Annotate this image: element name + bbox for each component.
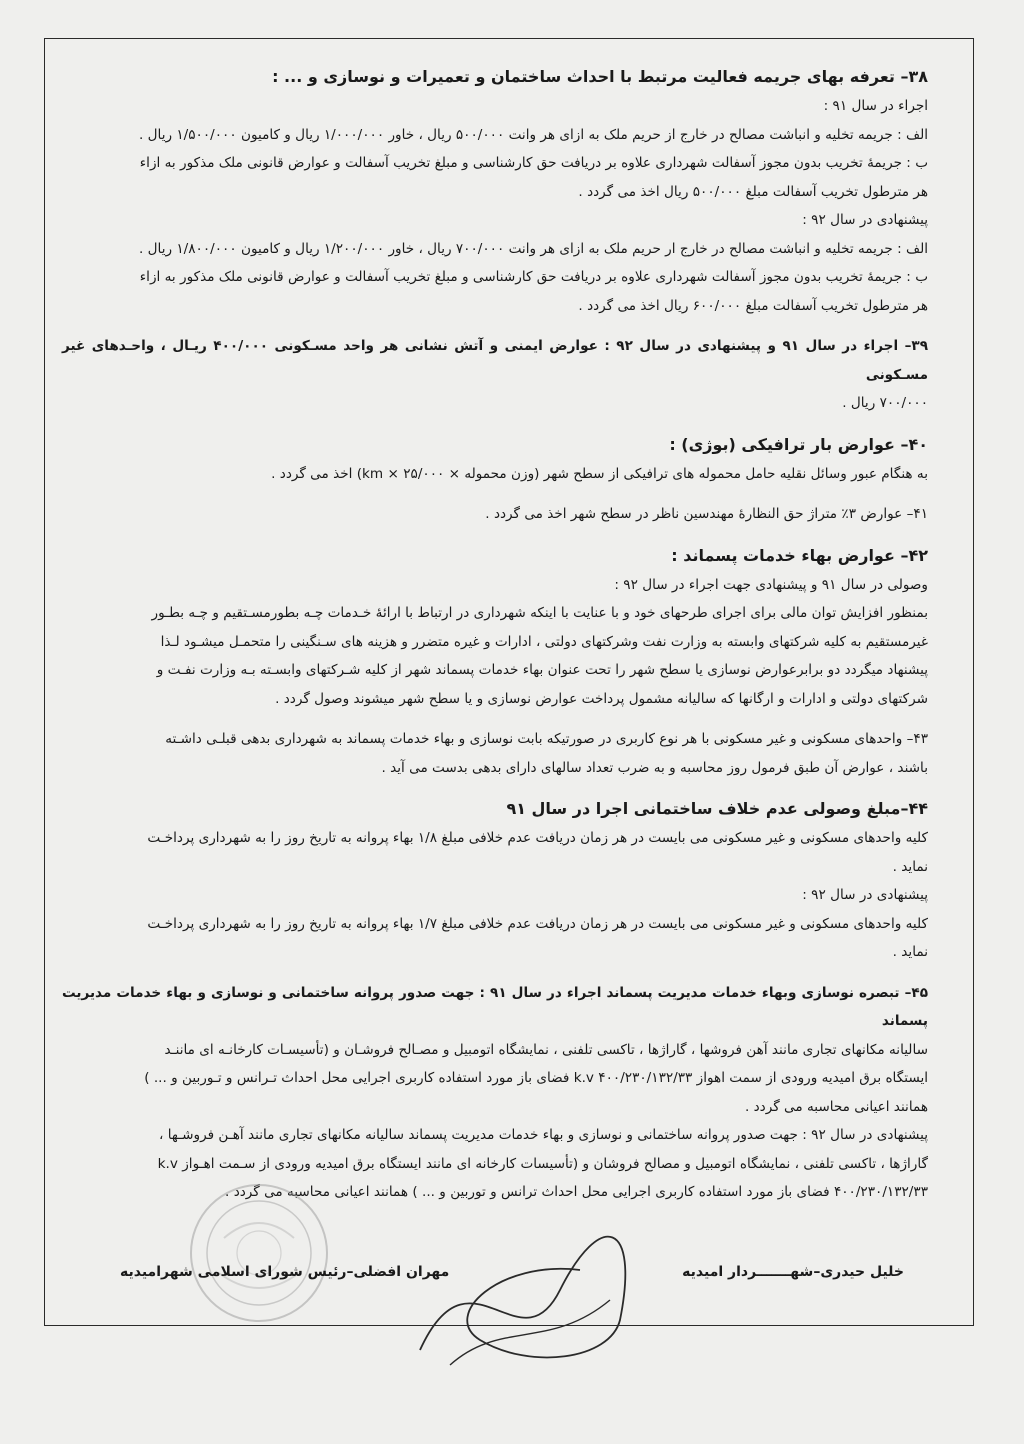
mayor-signature-label: خلیل حیدری–شهـــــــردار امیدیه bbox=[682, 1264, 904, 1280]
section-40 bbox=[62, 430, 928, 489]
section-39-line: ۳۹– اجراء در سال ۹۱ و پیشنهادی در سال ۹۲ : عوارض ایمنی و آتش نشانی هر واحد مسـکونی ۴۰۰/۰۰۰ ریـال ، واحـدهای غیر مسـکونی bbox=[62, 338, 929, 383]
document-body bbox=[62, 62, 928, 1207]
paragraph-line: اجراء در سال ۹۱ : bbox=[823, 98, 928, 114]
section-42 bbox=[62, 541, 928, 714]
council-head-signature-label: مهران افضلی–رئیس شورای اسلامی شهرامیدیه bbox=[120, 1264, 450, 1280]
paragraph-line: ۷۰۰/۰۰۰ ریال . bbox=[842, 395, 928, 411]
paragraph-line: بمنظور افزایش توان مالی برای اجرای طرحهای خود و با عنایت با اینکه شهرداری در ارتباط با ارائۀ خـدمات چـه بطورمسـتقیم و چـه بطـور bbox=[151, 605, 928, 621]
paragraph-line: نماید . bbox=[892, 858, 928, 875]
signature-row bbox=[120, 1264, 904, 1288]
paragraph-line: وصولی در سال ۹۱ و پیشنهادی جهت اجراء در سال ۹۲ : bbox=[614, 576, 928, 593]
paragraph-line: نماید . bbox=[892, 944, 928, 960]
paragraph-line: ایستگاه برق امیدیه ورودی از سمت اهواز k.v ۴۰۰/۲۳۰/۱۳۲/۳۳ فضای باز مورد استفاده کاربری اجرایی محل احداث تـرانس و تـوربین و ... ) bbox=[144, 1070, 928, 1086]
section-44 bbox=[62, 794, 928, 967]
paragraph-line: الف : جریمه تخلیه و انباشت مصالح در خارج ار حریم ملک به ازای هر وانت ۷۰۰/۰۰۰ ریال ، خاور ۱/۲۰۰/۰۰۰ ریال و کامیون ۱/۸۰۰/۰۰۰ ریال . bbox=[139, 240, 928, 257]
paragraph-line: ب : جریمۀ تخریب بدون مجوز آسفالت شهرداری علاوه بر دریافت حق کارشناسی و مبلغ تخریب آسفالت و عوارض قانونی ملک مذکور به ازاء bbox=[139, 155, 928, 171]
paragraph-line: شرکتهای دولتی و ادارات و ارگانها که سالیانه مشمول پرداخت عوارض نوسازی و یا سطح شهر میشوند وصول گردد . bbox=[275, 690, 928, 707]
paragraph-line: سالیانه مکانهای تجاری مانند آهن فروشها ، گاراژها ، تاکسی تلفنی ، نمایشگاه اتومبیل و مصـالح فروشـان و (تأسیسـات کارخانـه ای ماننـد bbox=[164, 1041, 928, 1058]
section-38-title: ۳۸– تعرفه بهای جریمه فعالیت مرتبط با احداث ساختمان و تعمیرات و نوسازی و ... : bbox=[272, 67, 928, 86]
section-38 bbox=[62, 62, 928, 320]
paragraph-line: به هنگام عبور وسائل نقلیه حامل محموله های ترافیکی از سطح شهر (وزن محموله × ۲۵/۰۰۰ × km) اخذ می گردد . bbox=[271, 465, 928, 482]
section-42-title: ۴۲– عوارض بهاء خدمات پسماند : bbox=[671, 545, 928, 565]
official-seal-icon bbox=[184, 1178, 334, 1328]
section-44-title: ۴۴–مبلغ وصولی عدم خلاف ساختمانی اجرا در سال ۹۱ bbox=[506, 799, 928, 818]
section-43-line: ۴۳– واحدهای مسکونی و غیر مسکونی با هر نوع کاربری در صورتیکه بابت نوسازی و بهاء خدمات پسماند به شهرداری بدهی قبلـی داشـته bbox=[165, 731, 928, 747]
paragraph-line: ۴۰۰/۲۳۰/۱۳۲/۳۳ فضای باز مورد استفاده کاربری اجرایی محل احداث ترانس و توربین و ... ) همانند اعیانی محاسبه می گردد . bbox=[225, 1184, 928, 1200]
section-41-line: ۴۱– عوارض ۳٪ متراژ حق النظارۀ مهندسین ناظر در سطح شهر اخذ می گردد . bbox=[485, 506, 928, 522]
paragraph-line: ب : جریمۀ تخریب بدون مجوز آسفالت شهرداری علاوه بر دریافت حق کارشناسی و مبلغ تخریب آسفالت و عوارض قانونی ملک مذکور به ازاء bbox=[139, 269, 928, 285]
section-39 bbox=[62, 332, 928, 418]
paragraph-line: الف : جریمه تخلیه و انباشت مصالح در خارج از حریم ملک به ازای هر وانت ۵۰۰/۰۰۰ ریال ، خاور ۱/۰۰۰/۰۰۰ ریال و کامیون ۱/۵۰۰/۰۰۰ ریال . bbox=[139, 126, 928, 143]
paragraph-line: هر مترطول تخریب آسفالت مبلغ ۵۰۰/۰۰۰ ریال اخذ می گردد . bbox=[578, 183, 928, 200]
paragraph-line: همانند اعیانی محاسبه می گردد . bbox=[744, 1098, 928, 1115]
section-40-title: ۴۰– عوارض بار ترافیکی (بوژی) : bbox=[669, 434, 928, 454]
paragraph-line: پیشنهادی در سال ۹۲ : جهت صدور پروانه ساختمانی و نوسازی و بهاء خدمات مدیریت پسماند سالیانه مکانهای تجاری مانند آهـن فروشـها ، bbox=[159, 1127, 928, 1143]
section-43 bbox=[62, 725, 928, 782]
section-45 bbox=[62, 979, 928, 1207]
handwritten-signature-icon bbox=[380, 1200, 680, 1380]
paragraph-line: هر مترطول تخریب آسفالت مبلغ ۶۰۰/۰۰۰ ریال اخذ می گردد . bbox=[578, 297, 928, 314]
paragraph-line: پیشنهاد میگردد دو برابرعوارض نوسازی یا سطح شهر را تحت عنوان بهاء خدمات پسماند شهر از کلیه شـرکتهای وابسـته بـه وزارت نفـت و bbox=[156, 662, 928, 678]
paragraph-line: کلیه واحدهای مسکونی و غیر مسکونی می بایست در هر زمان دریافت عدم خلافی مبلغ ۱/۸ بهاء پروانه به تاریخ روز را به شهرداری پرداخـت bbox=[147, 830, 928, 846]
paragraph-line: پیشنهادی در سال ۹۲ : bbox=[802, 212, 928, 228]
section-45-line: ۴۵– تبصره نوسازی وبهاء خدمات مدیریت پسماند اجراء در سال ۹۱ : جهت صدور پروانه ساختمانی و نوسازی و بهاء خدمات مدیریت پسماند bbox=[62, 984, 928, 1029]
section-41 bbox=[62, 500, 928, 529]
paragraph-line: غیرمستقیم به کلیه شرکتهای وابسته به وزارت نفت وشرکتهای دولتی ، ادارات و غیره متضرر و هزینه های سـنگینی را متحمـل میشـود لـذا bbox=[160, 633, 928, 650]
paragraph-line: پیشنهادی در سال ۹۲ : bbox=[802, 887, 928, 903]
paragraph-line: باشند ، عوارض آن طبق فرمول روز محاسبه و به ضرب تعداد سالهای دارای بدهی بدست می آید . bbox=[381, 759, 928, 776]
paragraph-line: کلیه واحدهای مسکونی و غیر مسکونی می بایست در هر زمان دریافت عدم خلافی مبلغ ۱/۷ بهاء پروانه به تاریخ روز را به شهرداری پرداخـت bbox=[147, 915, 928, 932]
paragraph-line: گاراژها ، تاکسی تلفنی ، نمایشگاه اتومبیل و مصالح فروشان و (تأسیسات کارخانه ای مانند ایستگاه برق امیدیه ورودی از سـمت اهـواز k.v bbox=[157, 1155, 928, 1172]
